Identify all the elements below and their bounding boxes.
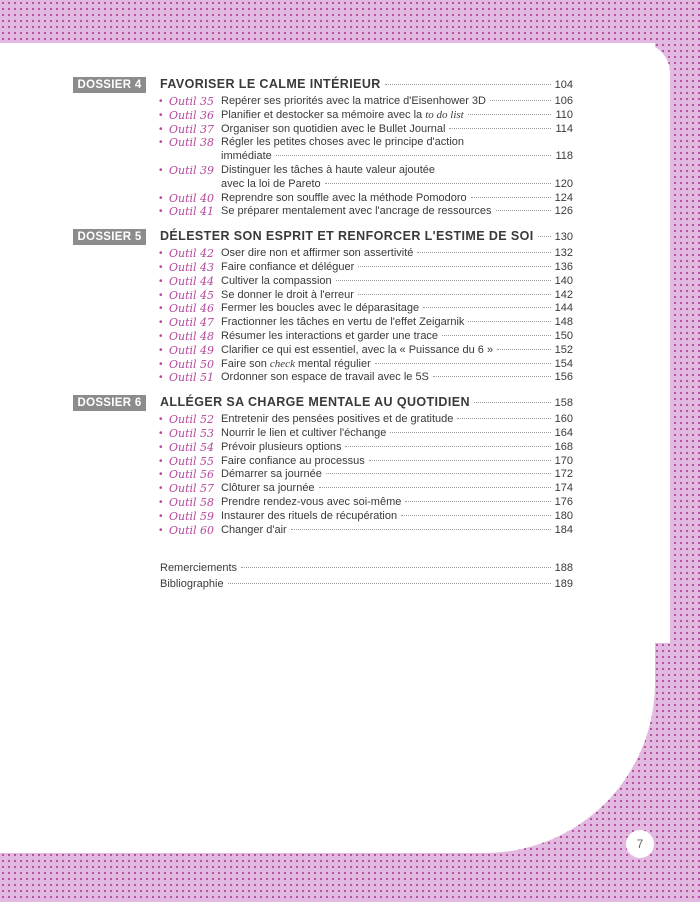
tool-title-line bbox=[221, 205, 573, 219]
tool-entry[interactable] bbox=[159, 482, 573, 496]
dot-leader bbox=[369, 460, 551, 461]
dot-leader bbox=[358, 294, 551, 295]
tool-title-text bbox=[221, 261, 354, 275]
dot-leader bbox=[538, 236, 551, 237]
page-ref: 118 bbox=[555, 150, 573, 163]
dossier-badge: DOSSIER 6 bbox=[73, 395, 146, 411]
tool-title bbox=[221, 123, 573, 137]
dot-leader bbox=[423, 307, 551, 308]
dot-leader bbox=[496, 210, 551, 211]
tool-number: Outil 37 bbox=[169, 122, 215, 136]
tool-title-line bbox=[221, 136, 573, 150]
tool-title-text bbox=[221, 510, 397, 524]
tool-title-text bbox=[221, 468, 322, 482]
tool-title bbox=[221, 302, 573, 316]
bullet-icon: • bbox=[159, 344, 163, 356]
tool-title-line bbox=[221, 524, 573, 538]
tool-title bbox=[221, 358, 573, 372]
dot-leader bbox=[457, 418, 550, 419]
dot-leader bbox=[241, 567, 551, 568]
bullet-icon: • bbox=[159, 358, 163, 370]
bullet-icon: • bbox=[159, 372, 163, 384]
bullet-icon: • bbox=[159, 524, 163, 536]
tool-number: Outil 46 bbox=[169, 302, 215, 316]
tool-number: Outil 47 bbox=[169, 316, 215, 330]
tool-entry[interactable] bbox=[159, 371, 573, 385]
dot-leader bbox=[471, 197, 551, 198]
tool-title-text bbox=[221, 192, 467, 206]
tool-number: Outil 38 bbox=[169, 136, 215, 150]
tool-title-text bbox=[221, 247, 413, 261]
tool-entry[interactable] bbox=[159, 441, 573, 455]
tool-title bbox=[221, 524, 573, 538]
dot-leader bbox=[326, 473, 551, 474]
page-ref: 150 bbox=[554, 329, 573, 342]
bullet-icon: • bbox=[159, 164, 163, 176]
tool-list bbox=[159, 95, 573, 219]
tool-title-text bbox=[221, 205, 492, 219]
tool-title-segment: Organiser son quotidien avec le Bullet Journal bbox=[221, 122, 446, 135]
dossier-title: FAVORISER LE CALME INTÉRIEUR bbox=[160, 77, 381, 91]
table-of-contents bbox=[73, 77, 573, 547]
tool-number: Outil 53 bbox=[169, 426, 215, 440]
dot-leader bbox=[468, 114, 552, 115]
tool-title-text bbox=[221, 178, 321, 192]
tool-title bbox=[221, 275, 573, 289]
tool-title-text bbox=[221, 95, 486, 109]
dot-leader bbox=[385, 84, 551, 85]
dossier-badge: DOSSIER 5 bbox=[73, 229, 146, 245]
bullet-icon: • bbox=[159, 469, 163, 481]
tool-title-segment: Faire confiance et déléguer bbox=[221, 260, 355, 273]
dot-leader bbox=[442, 335, 551, 336]
tool-title-line bbox=[221, 413, 573, 427]
tool-title-segment: Se préparer mentalement avec l'ancrage de ressources bbox=[221, 205, 492, 218]
tool-title-text bbox=[221, 441, 341, 455]
tool-entry[interactable] bbox=[159, 468, 573, 482]
dossier-section bbox=[73, 77, 573, 219]
tool-entry[interactable] bbox=[159, 109, 573, 123]
dot-leader bbox=[228, 583, 551, 584]
tool-entry[interactable] bbox=[159, 95, 573, 109]
tool-title bbox=[221, 371, 573, 385]
tool-entry[interactable] bbox=[159, 275, 573, 289]
tool-number: Outil 52 bbox=[169, 413, 215, 427]
tool-title-text bbox=[221, 150, 272, 164]
page-ref: 164 bbox=[554, 426, 573, 439]
tool-entry[interactable] bbox=[159, 302, 573, 316]
tool-title-line bbox=[221, 496, 573, 510]
tool-entry[interactable] bbox=[159, 136, 573, 164]
tool-title-segment: avec la loi de Pareto bbox=[221, 177, 321, 190]
tool-entry[interactable] bbox=[159, 247, 573, 261]
tool-entry[interactable] bbox=[159, 164, 573, 192]
tool-title-text bbox=[221, 316, 464, 330]
tool-title-line bbox=[221, 302, 573, 316]
tool-title-segment: Instaurer des rituels de récupération bbox=[221, 509, 398, 522]
dot-leader bbox=[319, 487, 551, 488]
dot-leader bbox=[474, 402, 551, 403]
tool-title-line bbox=[221, 482, 573, 496]
tool-number: Outil 59 bbox=[169, 509, 215, 523]
tool-entry[interactable] bbox=[159, 358, 573, 372]
page-ref: 130 bbox=[554, 231, 573, 244]
tool-number: Outil 51 bbox=[169, 371, 215, 385]
page-ref: 144 bbox=[554, 302, 573, 315]
tool-title-text bbox=[221, 330, 438, 344]
page-ref: 176 bbox=[554, 495, 573, 508]
tool-title bbox=[221, 441, 573, 455]
page-sheet-corner bbox=[640, 43, 670, 643]
tool-title-line bbox=[221, 123, 573, 137]
tool-title-segment: Reprendre son souffle avec la méthode Pomodoro bbox=[221, 191, 467, 204]
tool-title-segment: Fermer les boucles avec le déparasitage bbox=[221, 302, 420, 315]
dot-leader bbox=[468, 321, 550, 322]
tool-title-text bbox=[221, 496, 401, 510]
bullet-icon: • bbox=[159, 248, 163, 260]
dot-leader bbox=[449, 128, 551, 129]
tool-title bbox=[221, 330, 573, 344]
tool-entry[interactable] bbox=[159, 316, 573, 330]
tool-entry[interactable] bbox=[159, 205, 573, 219]
bullet-icon: • bbox=[159, 330, 163, 342]
tool-title bbox=[221, 413, 573, 427]
bullet-icon: • bbox=[159, 303, 163, 315]
tool-title-segment: Distinguer les tâches à haute valeur ajoutée bbox=[221, 163, 436, 176]
tool-title-text bbox=[221, 302, 419, 316]
tool-entry[interactable] bbox=[159, 344, 573, 358]
tool-title-text bbox=[221, 344, 493, 358]
dossier-title: ALLÉGER SA CHARGE MENTALE AU QUOTIDIEN bbox=[160, 395, 470, 410]
bullet-icon: • bbox=[159, 510, 163, 522]
tool-title-italic: check bbox=[269, 357, 295, 370]
tool-title-segment: Faire confiance au processus bbox=[221, 454, 365, 467]
bullet-icon: • bbox=[159, 275, 163, 287]
tool-title-line bbox=[221, 164, 573, 178]
tool-title-segment: Nourrir le lien et cultiver l'échange bbox=[221, 426, 387, 439]
tool-title-segment: Oser dire non et affirmer son assertivité bbox=[221, 247, 414, 260]
page-ref: 114 bbox=[555, 122, 573, 135]
tool-number: Outil 40 bbox=[169, 191, 215, 205]
bullet-icon: • bbox=[159, 261, 163, 273]
tool-title-text bbox=[221, 289, 354, 303]
tool-title-segment: immédiate bbox=[221, 150, 272, 163]
tool-title bbox=[221, 136, 573, 164]
page-ref: 152 bbox=[554, 343, 573, 356]
tool-title-segment: Démarrer sa journée bbox=[221, 468, 322, 481]
tool-entry[interactable] bbox=[159, 330, 573, 344]
tool-title-text bbox=[221, 136, 464, 150]
tool-number: Outil 39 bbox=[169, 163, 215, 177]
dot-leader bbox=[358, 266, 550, 267]
tool-title-segment: Fractionner les tâches en vertu de l'effet Zeigarnik bbox=[221, 316, 465, 329]
tool-title bbox=[221, 427, 573, 441]
bullet-icon: • bbox=[159, 192, 163, 204]
tool-title-line bbox=[221, 247, 573, 261]
tool-entry[interactable] bbox=[159, 123, 573, 137]
tool-entry[interactable] bbox=[159, 192, 573, 206]
dossier-heading[interactable] bbox=[73, 77, 573, 93]
tool-title-segment: Prendre rendez-vous avec soi-même bbox=[221, 495, 402, 508]
tool-title-text bbox=[221, 524, 287, 538]
bullet-icon: • bbox=[159, 289, 163, 301]
dossier-badge: DOSSIER 4 bbox=[73, 77, 146, 93]
tool-title-line bbox=[221, 178, 573, 192]
bullet-icon: • bbox=[159, 414, 163, 426]
page-ref: 142 bbox=[554, 288, 573, 301]
page-ref: 184 bbox=[554, 523, 573, 536]
tool-title-text bbox=[221, 123, 445, 137]
tool-title-text bbox=[221, 275, 332, 289]
tool-title-text bbox=[221, 427, 386, 441]
tool-number: Outil 45 bbox=[169, 288, 215, 302]
dot-leader bbox=[497, 349, 551, 350]
back-matter-entry[interactable] bbox=[160, 576, 573, 592]
tool-title-line bbox=[221, 358, 573, 372]
tool-entry[interactable] bbox=[159, 455, 573, 469]
tool-title-text bbox=[221, 358, 371, 372]
page-ref: 106 bbox=[554, 95, 573, 107]
bullet-icon: • bbox=[159, 137, 163, 149]
back-matter-entry[interactable] bbox=[160, 560, 573, 576]
tool-title bbox=[221, 316, 573, 330]
tool-title bbox=[221, 289, 573, 303]
tool-entry[interactable] bbox=[159, 496, 573, 510]
tool-title-segment: Régler les petites choses avec le principe d'action bbox=[221, 136, 465, 149]
tool-title-segment: Repérer ses priorités avec la matrice d'Eisenhower 3D bbox=[221, 95, 486, 107]
back-matter-list bbox=[160, 560, 573, 592]
tool-number: Outil 56 bbox=[169, 468, 215, 482]
bullet-icon: • bbox=[159, 496, 163, 508]
bullet-icon: • bbox=[159, 483, 163, 495]
tool-title-line bbox=[221, 510, 573, 524]
dossier-heading[interactable] bbox=[73, 229, 573, 245]
dot-leader bbox=[433, 376, 551, 377]
bullet-icon: • bbox=[159, 96, 163, 107]
tool-title-segment: Entretenir des pensées positives et de gratitude bbox=[221, 413, 454, 426]
tool-number: Outil 55 bbox=[169, 454, 215, 468]
tool-title-line bbox=[221, 261, 573, 275]
dot-leader bbox=[417, 252, 550, 253]
tool-title-line bbox=[221, 289, 573, 303]
tool-title bbox=[221, 261, 573, 275]
tool-title-segment: Clarifier ce qui est essentiel, avec la « Puissance du 6 » bbox=[221, 343, 494, 356]
tool-title bbox=[221, 468, 573, 482]
tool-title-text bbox=[221, 164, 435, 178]
dossier-section bbox=[73, 395, 573, 537]
tool-title-segment: Planifier et destocker sa mémoire avec la bbox=[221, 108, 426, 121]
dot-leader bbox=[336, 280, 551, 281]
page-number: 7 bbox=[626, 830, 654, 858]
tool-title-segment: Se donner le droit à l'erreur bbox=[221, 288, 354, 301]
tool-number: Outil 42 bbox=[169, 247, 215, 261]
tool-title-italic: to do list bbox=[425, 108, 464, 121]
tool-number: Outil 60 bbox=[169, 523, 215, 537]
tool-title bbox=[221, 164, 573, 192]
tool-title-segment: Clôturer sa journée bbox=[221, 482, 315, 495]
tool-title-segment: Ordonner son espace de travail avec le 5S bbox=[221, 371, 429, 384]
tool-title-line bbox=[221, 330, 573, 344]
tool-title-segment: mental régulier bbox=[294, 357, 371, 370]
tool-title-segment: Prévoir plusieurs options bbox=[221, 440, 342, 453]
tool-title bbox=[221, 482, 573, 496]
tool-title bbox=[221, 205, 573, 219]
tool-number: Outil 58 bbox=[169, 495, 215, 509]
tool-entry[interactable] bbox=[159, 427, 573, 441]
page-ref: 148 bbox=[554, 316, 573, 329]
tool-title bbox=[221, 344, 573, 358]
tool-number: Outil 43 bbox=[169, 260, 215, 274]
dossier-section bbox=[73, 229, 573, 385]
tool-number: Outil 57 bbox=[169, 482, 215, 496]
dossier-heading[interactable] bbox=[73, 395, 573, 411]
tool-title-text bbox=[221, 371, 429, 385]
page-ref: 180 bbox=[554, 509, 573, 522]
dot-leader bbox=[375, 363, 551, 364]
tool-number: Outil 50 bbox=[169, 357, 215, 371]
tool-title-segment: Résumer les interactions et garder une trace bbox=[221, 329, 439, 342]
page-ref: 158 bbox=[554, 397, 573, 410]
tool-number: Outil 48 bbox=[169, 329, 215, 343]
bullet-icon: • bbox=[159, 123, 163, 135]
dot-leader bbox=[345, 446, 550, 447]
page-ref: 110 bbox=[555, 108, 573, 121]
tool-title-line bbox=[221, 192, 573, 206]
tool-title-segment: Changer d'air bbox=[221, 523, 287, 536]
tool-number: Outil 35 bbox=[169, 95, 215, 108]
tool-title bbox=[221, 192, 573, 206]
tool-number: Outil 36 bbox=[169, 108, 215, 122]
tool-title-text bbox=[221, 455, 365, 469]
tool-entry[interactable] bbox=[159, 524, 573, 538]
tool-title bbox=[221, 247, 573, 261]
tool-entry[interactable] bbox=[159, 289, 573, 303]
dot-leader bbox=[291, 529, 551, 530]
tool-number: Outil 49 bbox=[169, 343, 215, 357]
tool-title-line bbox=[221, 468, 573, 482]
tool-entry[interactable] bbox=[159, 261, 573, 275]
tool-number: Outil 54 bbox=[169, 440, 215, 454]
tool-list bbox=[159, 413, 573, 537]
page-ref: 140 bbox=[554, 274, 573, 287]
tool-title-segment: Cultiver la compassion bbox=[221, 274, 332, 287]
page-ref: 189 bbox=[554, 578, 573, 590]
page-ref: 124 bbox=[554, 191, 573, 204]
page-ref: 174 bbox=[554, 482, 573, 495]
dot-leader bbox=[276, 155, 552, 156]
tool-title-line bbox=[221, 441, 573, 455]
tool-entry[interactable] bbox=[159, 510, 573, 524]
tool-number: Outil 41 bbox=[169, 205, 215, 219]
bullet-icon: • bbox=[159, 441, 163, 453]
tool-title bbox=[221, 109, 573, 123]
page-ref: 132 bbox=[554, 247, 573, 260]
tool-title bbox=[221, 455, 573, 469]
tool-title bbox=[221, 95, 573, 109]
page-ref: 188 bbox=[554, 562, 573, 574]
tool-title-line bbox=[221, 275, 573, 289]
tool-title-text bbox=[221, 109, 464, 123]
back-matter-label: Remerciements bbox=[160, 562, 238, 574]
dot-leader bbox=[490, 100, 551, 101]
dot-leader bbox=[325, 183, 551, 184]
tool-title-text bbox=[221, 413, 453, 427]
dot-leader bbox=[405, 501, 550, 502]
page-ref: 168 bbox=[554, 440, 573, 453]
bullet-icon: • bbox=[159, 455, 163, 467]
tool-title-segment: Faire son bbox=[221, 357, 270, 370]
tool-title-line bbox=[221, 95, 573, 109]
tool-title-text bbox=[221, 482, 315, 496]
tool-title bbox=[221, 510, 573, 524]
tool-title-line bbox=[221, 109, 573, 123]
page-ref: 170 bbox=[554, 454, 573, 467]
tool-title-line bbox=[221, 344, 573, 358]
back-matter-label: Bibliographie bbox=[160, 578, 224, 590]
tool-number: Outil 44 bbox=[169, 274, 215, 288]
tool-title-line bbox=[221, 427, 573, 441]
page-ref: 172 bbox=[554, 468, 573, 481]
page-ref: 104 bbox=[554, 79, 573, 91]
tool-title-line bbox=[221, 371, 573, 385]
page-ref: 160 bbox=[554, 413, 573, 426]
tool-title-line bbox=[221, 316, 573, 330]
tool-title-line bbox=[221, 150, 573, 164]
tool-entry[interactable] bbox=[159, 413, 573, 427]
dossier-title: DÉLESTER SON ESPRIT ET RENFORCER L'ESTIME DE SOI bbox=[160, 229, 534, 244]
bullet-icon: • bbox=[159, 317, 163, 329]
page-ref: 120 bbox=[554, 177, 573, 190]
tool-title-line bbox=[221, 455, 573, 469]
bullet-icon: • bbox=[159, 206, 163, 218]
tool-list bbox=[159, 247, 573, 385]
page-ref: 156 bbox=[554, 371, 573, 384]
page-ref: 126 bbox=[554, 205, 573, 218]
bullet-icon: • bbox=[159, 427, 163, 439]
bullet-icon: • bbox=[159, 109, 163, 121]
page-ref: 154 bbox=[554, 357, 573, 370]
tool-title bbox=[221, 496, 573, 510]
dot-leader bbox=[401, 515, 551, 516]
page-ref: 136 bbox=[554, 260, 573, 273]
dot-leader bbox=[390, 432, 550, 433]
